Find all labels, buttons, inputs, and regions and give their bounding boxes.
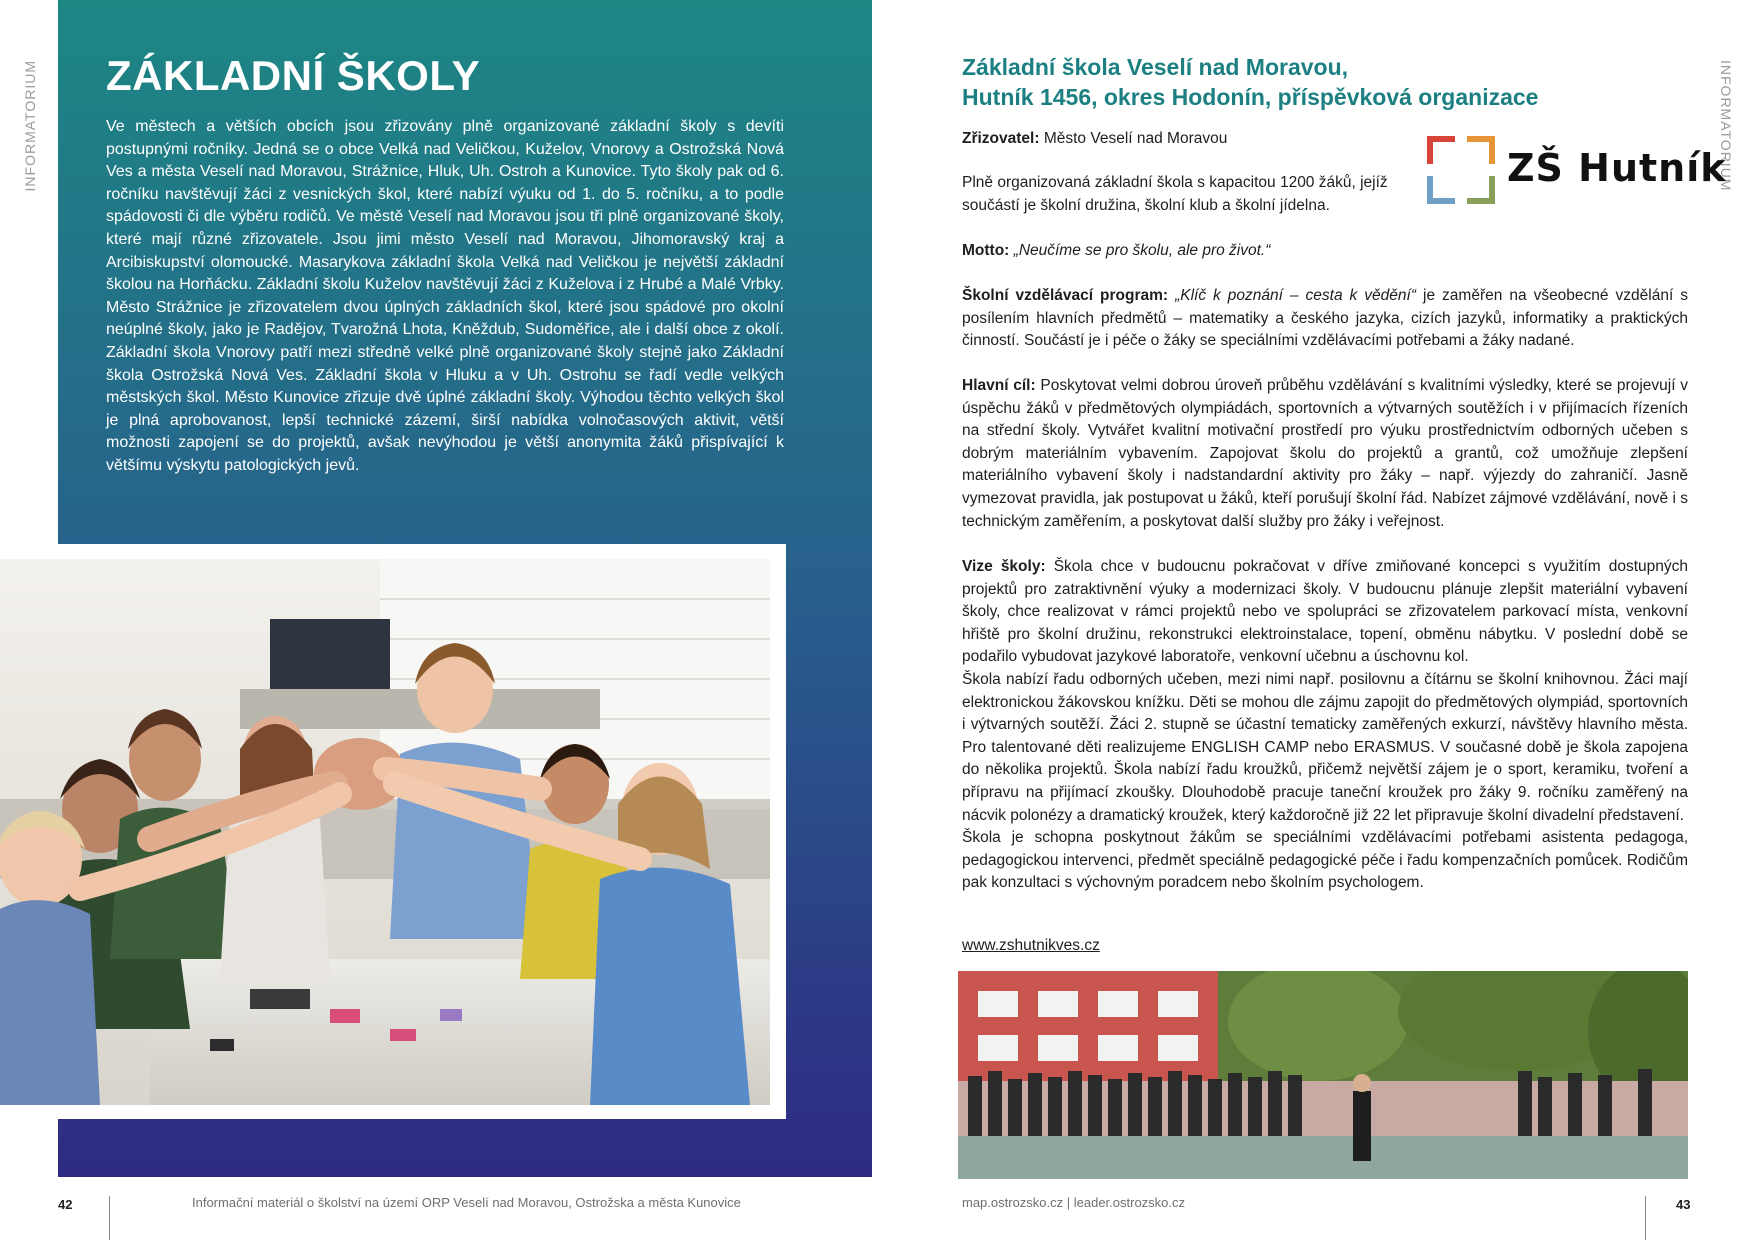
school-title-line2: Hutník 1456, okres Hodonín, příspěvková organizace bbox=[962, 84, 1539, 110]
program-section bbox=[962, 285, 1688, 353]
footer-text-left: Informační materiál o školství na území ORP Veselí nad Moravou, Ostrožska a města Kunovice bbox=[192, 1195, 741, 1210]
vision-label: Vize školy: bbox=[962, 558, 1046, 575]
capacity-text: Plně organizovaná základní škola s kapacitou 1200 žáků, jejíž součástí je školní družina, školní klub a školní jídelna. bbox=[962, 174, 1388, 214]
vision-paragraph-1: Škola chce v budoucnu pokračovat v dříve zmiňované koncepci s využitím dostupných projektů pro zatraktivnění výuky a modernizaci školy. V budoucnu plánuje zlepšit materiální vybavení školy, chce realizovat v rámci projektů nebo ve spolupráci se zřizovatelem parkovací místa, venkovní hřiště pro školní družinu, rekonstrukci elektroinstalace, topení, obměnu nábytku. V poslední době se podařilo vybudovat jazykové laboratoře, venkovní učebnu a úschovnu kol. bbox=[962, 558, 1689, 666]
logo-text: ZŠ Hutník bbox=[1507, 146, 1727, 190]
footer-text-right: map.ostrozsko.cz | leader.ostrozsko.cz bbox=[962, 1195, 1186, 1210]
motto-line bbox=[962, 240, 1688, 263]
founder-label: Zřizovatel: bbox=[962, 130, 1040, 147]
motto-value: „Neučíme se pro školu, ale pro život.“ bbox=[1013, 242, 1271, 259]
school-title-line1: Základní škola Veselí nad Moravou, bbox=[962, 54, 1349, 80]
school-event-photo bbox=[958, 971, 1688, 1179]
goal-section bbox=[962, 375, 1688, 533]
motto-label: Motto: bbox=[962, 242, 1010, 259]
page-number-left: 42 bbox=[58, 1197, 73, 1212]
goal-text: Poskytovat velmi dobrou úroveň průběhu vzdělávání s kvalitními výsledky, které se projevují v úspěchu žáků v předmětových olympiádách, sportovních a výtvarných soutěžích i v přijímacích řízeních na střední školy. Vytvářet kvalitní motivační prostředí pro výuku prostřednictvím odborných učeben s dobrým materiálním vybavením. Zapojovat školu do projektů a grantů, což umožňuje zlepšení materiálního vybavení školy i nadstandardní aktivity pro žáky – např. výjezdy do zahraničí. Jasně vymezovat pravidla, jak postupovat u žáků, kteří porušují školní řád. Nabízet zájmové vzdělávání, nově i s technickým zaměřením, a poskytovat další služby pro žáky i veřejnost. bbox=[962, 377, 1689, 530]
left-body-text: Ve městech a větších obcích jsou zřizovány plně organizované základní školy s devíti postupnými ročníky. Jedná se o obce Velká nad Veličkou, Kuželov, Vnorovy a Ostrožská Nová Ves a města Veselí nad Moravou, Strážnice, Hluk, Uh. Ostroh a Kunovice. Tyto školy pak od 6. ročníku navštěvují žáci z vesnických škol, které nabízí výuku od 1. do 5. ročníku, a to podle spádovosti či dle výběru rodičů. Ve městě Veselí nad Moravou jsou tři plně organizované školy, které mají různé zřizovatele. Jsou jimi město Veselí nad Moravou, Jihomoravský kraj a Arcibiskupství olomoucké. Masarykova základní škola Velká nad Veličkou je největší základní školou na Horňácku. Základní školu Kuželov navštěvují žáci z Kuželova i z Hrubé a Malé Vrbky. Město Strážnice je zřizovatelem dvou úplných základních škol, které jsou spádové pro okolní neúplné školy, jako je Radějov, Tvarožná Lhota, Kněždub, Sudoměřice, ale i další obce z okolí. Základní škola Vnorovy patří mezi středně velké plně organizované školy stejně jako Základní škola Ostrožská Nová Ves. Základní škola v Hluku a v Uh. Ostrohu se řadí vedle velkých městských škol. Město Kunovice zřizuje dvě úplné základní školy. Výhodou těchto velkých škol je plná aprobovanost, lepší technické zázemí, širší nabídka volnočasových aktivit, větší možnosti zapojení se do projektů, avšak nevýhodou je větší anonymita žáků přispívající k většímu výskytu patologických jevů. bbox=[106, 118, 784, 474]
page-number-right: 43 bbox=[1676, 1197, 1691, 1212]
side-label-left: INFORMATORIUM bbox=[22, 60, 38, 192]
school-website-link[interactable]: www.zshutnikves.cz bbox=[962, 937, 1100, 954]
vision-paragraph-3: Škola je schopna poskytnout žákům se speciálními vzdělávacími potřebami asistenta pedagoga, pedagogickou intervenci, předmět speciálně pedagogické péče i řadu kompenzačních pomůcek. Rodičům pak konzultaci s výchovným poradcem nebo školním psychologem. bbox=[962, 829, 1688, 892]
vision-section bbox=[962, 556, 1688, 895]
page-title: ZÁKLADNÍ ŠKOLY bbox=[106, 52, 481, 99]
school-logo bbox=[1427, 136, 1727, 204]
footer-divider-right bbox=[1645, 1196, 1646, 1240]
program-text: je zaměřen na všeobecné vzdělání s posílením hlavních předmětů – matematiky a českého jazyka, cizích jazyků, informatiky a praktických činností. Součástí je i péče o žáky se speciálními vzdělávacími potřebami a žáky nadané. bbox=[962, 287, 1688, 350]
goal-label: Hlavní cíl: bbox=[962, 377, 1036, 394]
footer-divider-left bbox=[109, 1196, 110, 1240]
founder-value: Město Veselí nad Moravou bbox=[1043, 130, 1228, 147]
side-label-right: INFORMATORIUM bbox=[1718, 60, 1734, 192]
children-high-five-photo bbox=[0, 559, 770, 1105]
program-name: „Klíč k poznání – cesta k vědění“ bbox=[1175, 287, 1416, 304]
vision-paragraph-2: Škola nabízí řadu odborných učeben, mezi nimi např. posilovnu a čítárnu se školní knihovnou. Žáci mají elektronickou žákovskou knížku. Děti se mohou dle zájmu zapojit do předmětových olympiád, sportovních i výtvarných soutěží. Žáci 2. stupně se účastní tematicky zaměřených exkurzí, návštěvy hlavního města. Pro talentované děti realizujeme ENGLISH CAMP nebo ERASMUS. V současné době je škola zapojena do několika projektů. Škola nabízí řadu kroužků, přičemž největší zájem je o sport, keramiku, tvoření a přípravu na přijímací zkoušky. Dlouhodobě pracuje taneční kroužek pro žáky 9. ročníku zaměřený na nácvik polonézy a dramatický kroužek, který každoročně již 22 let připravuje školní divadelní představení. bbox=[962, 670, 1688, 824]
logo-squares-icon bbox=[1427, 136, 1495, 204]
program-label: Školní vzdělávací program: bbox=[962, 287, 1169, 304]
school-title bbox=[962, 52, 1538, 112]
